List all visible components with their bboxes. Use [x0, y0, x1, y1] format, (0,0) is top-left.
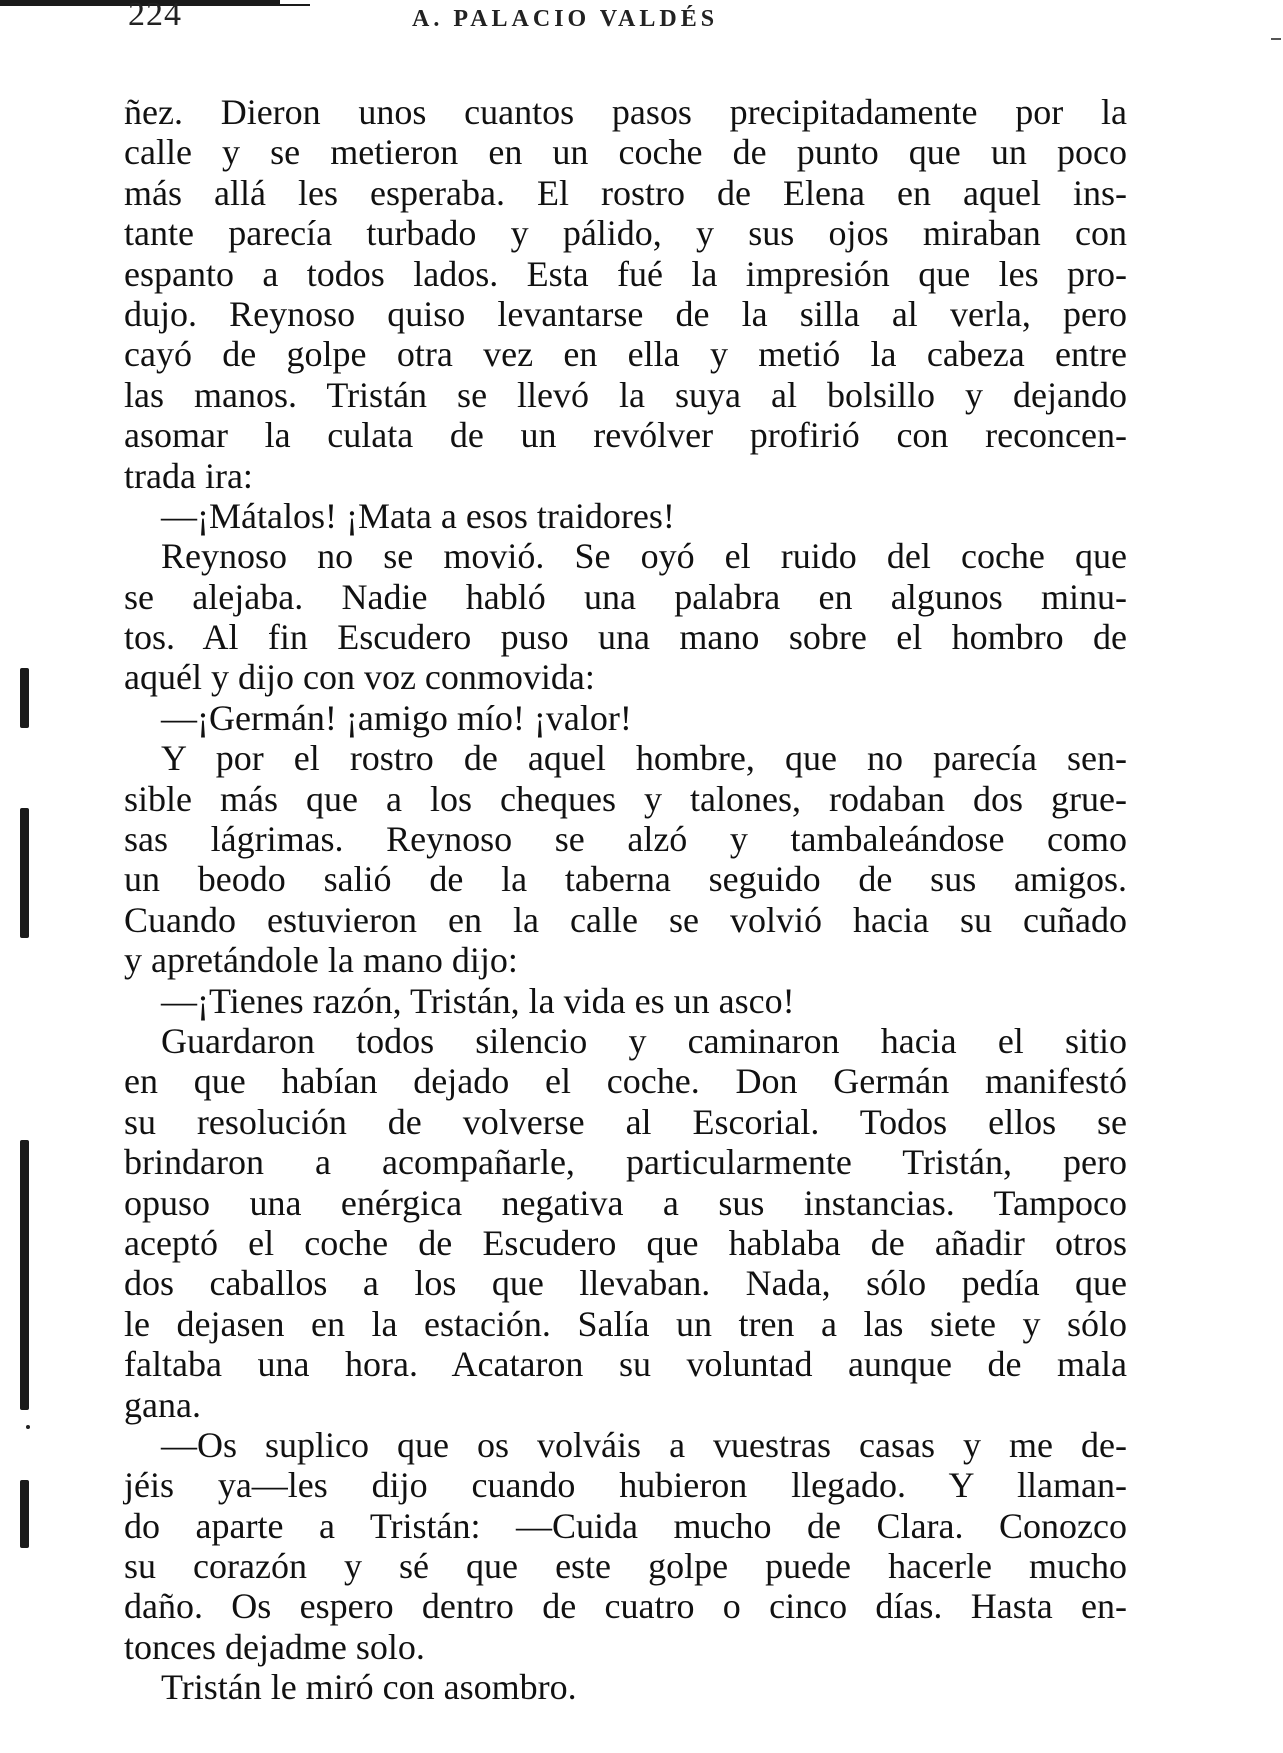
text-line: dujo. Reynoso quiso levantarse de la silla al verla, pero [124, 293, 1127, 334]
text-line: sas lágrimas. Reynoso se alzó y tambaleándose como [124, 819, 1127, 860]
text-line: aceptó el coche de Escudero que hablaba de añadir otros [124, 1222, 1127, 1263]
text-line: espanto a todos lados. Esta fué la impresión que les pro- [124, 253, 1127, 294]
text-line: gana. [124, 1384, 201, 1425]
text-line: trada ira: [124, 455, 253, 496]
text-line: más allá les esperaba. El rostro de Elena en aquel ins- [124, 172, 1127, 213]
text-line: Y por el rostro de aquel hombre, que no parecía sen- [161, 738, 1127, 779]
text-line: tos. Al fin Escudero puso una mano sobre el hombro de [124, 617, 1127, 658]
text-line: Tristán le miró con asombro. [161, 1667, 577, 1708]
text-line: jéis ya—les dijo cuando hubieron llegado. Y llaman- [124, 1465, 1127, 1506]
text-line: dos caballos a los que llevaban. Nada, sólo pedía que [124, 1263, 1127, 1304]
margin-ink-mark [20, 668, 29, 728]
text-line: calle y se metieron en un coche de punto que un poco [124, 132, 1127, 173]
margin-ink-mark [20, 1480, 29, 1548]
edge-mark [1271, 38, 1281, 40]
text-line: se alejaba. Nadie habló una palabra en algunos minu- [124, 576, 1127, 617]
text-line: daño. Os espero dentro de cuatro o cinco días. Hasta en- [124, 1586, 1127, 1627]
margin-ink-dot [26, 1425, 30, 1429]
text-line: sible más que a los cheques y talones, rodaban dos grue- [124, 778, 1127, 819]
text-line: tonces dejadme solo. [124, 1626, 425, 1667]
text-line: las manos. Tristán se llevó la suya al bolsillo y dejando [124, 374, 1127, 415]
text-line: do aparte a Tristán: —Cuida mucho de Clara. Conozco [124, 1505, 1127, 1546]
text-line: —¡Mátalos! ¡Mata a esos traidores! [161, 495, 675, 536]
text-line: faltaba una hora. Acataron su voluntad aunque de mala [124, 1344, 1127, 1385]
text-line: —Os suplico que os volváis a vuestras casas y me de- [161, 1424, 1127, 1465]
text-line: Guardaron todos silencio y caminaron hacia el sitio [161, 1020, 1127, 1061]
text-line: asomar la culata de un revólver profirió con reconcen- [124, 415, 1127, 456]
text-line: en que habían dejado el coche. Don Germán manifestó [124, 1061, 1127, 1102]
margin-ink-mark [20, 1140, 29, 1410]
text-line: ñez. Dieron unos cuantos pasos precipitadamente por la [124, 92, 1127, 132]
body-text [124, 92, 1127, 1708]
text-line: le dejasen en la estación. Salía un tren a las siete y sólo [124, 1303, 1127, 1344]
text-line: cayó de golpe otra vez en ella y metió la cabeza entre [124, 334, 1127, 375]
text-line: —¡Tienes razón, Tristán, la vida es un asco! [161, 980, 795, 1021]
running-head: A. PALACIO VALDÉS [412, 6, 719, 32]
margin-ink-mark [20, 808, 29, 938]
text-line: —¡Germán! ¡amigo mío! ¡valor! [161, 697, 632, 738]
text-line: Reynoso no se movió. Se oyó el ruido del coche que [161, 536, 1127, 577]
text-line: brindaron a acompañarle, particularmente Tristán, pero [124, 1142, 1127, 1183]
text-line: opuso una enérgica negativa a sus instancias. Tampoco [124, 1182, 1127, 1223]
text-line: aquél y dijo con voz conmovida: [124, 657, 595, 698]
text-line: tante parecía turbado y pálido, y sus ojos miraban con [124, 213, 1127, 254]
page-number: 224 [128, 0, 182, 33]
text-line: y apretándole la mano dijo: [124, 940, 518, 981]
page-header [128, 2, 808, 36]
text-line: su corazón y sé que este golpe puede hacerle mucho [124, 1546, 1127, 1587]
text-line: Cuando estuvieron en la calle se volvió hacia su cuñado [124, 899, 1127, 940]
text-line: un beodo salió de la taberna seguido de sus amigos. [124, 859, 1127, 900]
text-line: su resolución de volverse al Escorial. Todos ellos se [124, 1101, 1127, 1142]
